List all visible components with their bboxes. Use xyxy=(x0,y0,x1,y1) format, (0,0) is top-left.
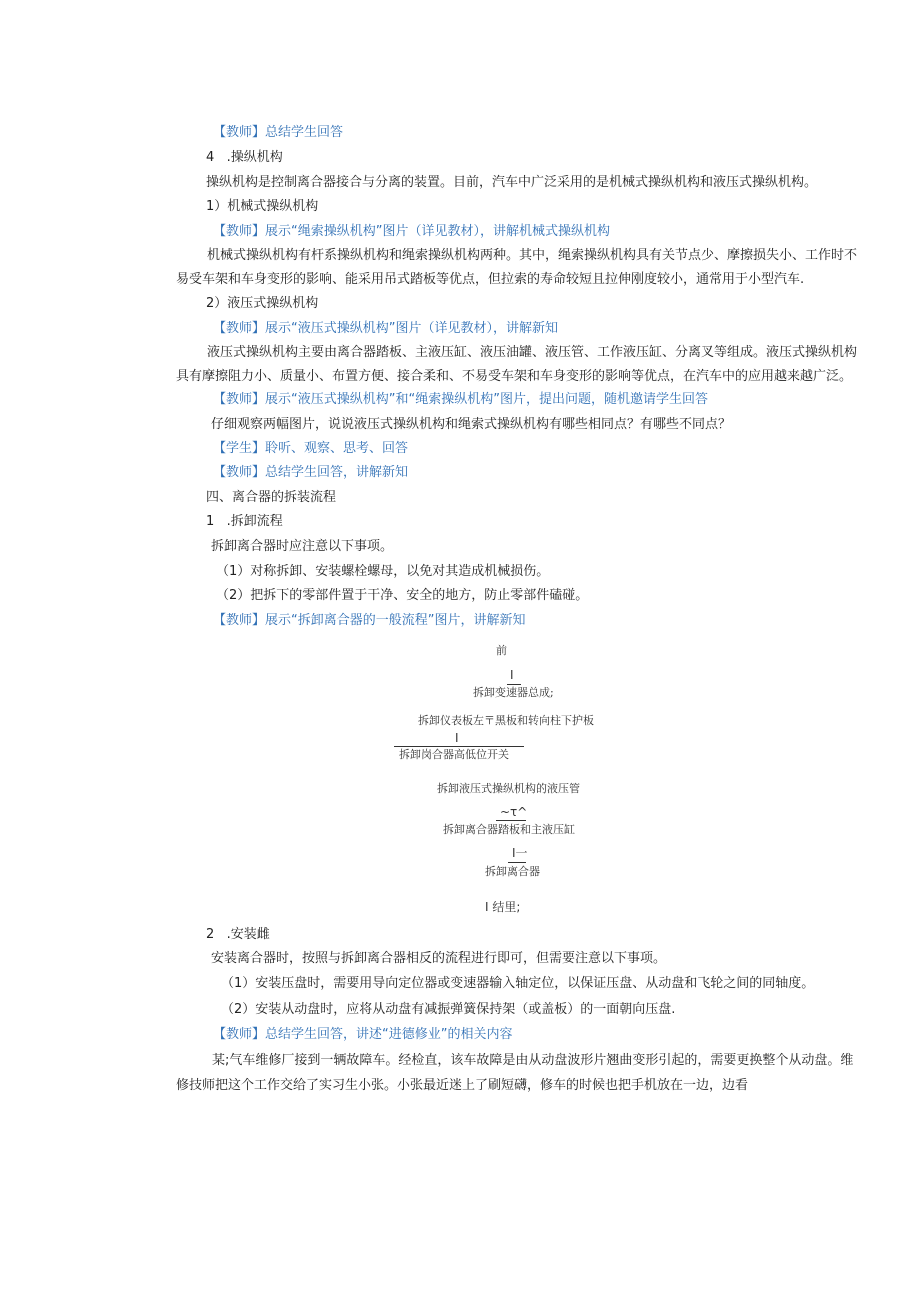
note-item: （2）安装从动盘时，应将从动盘有减振弹簧保持架（或盖板）的一面朝向压盘. xyxy=(221,1002,676,1017)
flow-step: 拆卸岗合器高低位开关 xyxy=(399,748,509,761)
flow-connector-line xyxy=(496,820,526,821)
teacher-summary-line: 【教师】总结学生回答，讲解新知 xyxy=(213,465,409,480)
flow-arrow-symbol: I一 xyxy=(512,846,528,860)
flow-connector-line xyxy=(394,746,524,747)
story-paragraph-line: 某;气车维修厂接到一辆故障车。经检直，该车故障是由从动盘波形片翘曲变形引起的，需要更换整个从动盘。维 xyxy=(212,1053,854,1068)
subsection-heading: 1）机械式操纵机构 xyxy=(206,199,319,214)
student-response-line: 【学生】聆听、观察、思考、回答 xyxy=(213,441,409,456)
paragraph-line: 拆卸离合器时应注意以下事项。 xyxy=(211,539,394,554)
paragraph-line: 机械式操纵机构有杆系操纵机构和绳索操纵机构两种。其中，绳索操纵机构具有关节点少、摩擦损失小、工作时不 xyxy=(207,248,858,263)
flow-arrow-symbol: I xyxy=(510,668,514,682)
section-heading-4: 4 .操纵机构 xyxy=(206,150,283,165)
flow-step: 拆卸变速器总成; xyxy=(473,686,554,699)
section-heading: 四、离合器的拆装流程 xyxy=(206,490,337,505)
subsection-heading: 1 .拆卸流程 xyxy=(206,514,283,529)
flow-connector-line xyxy=(507,684,521,685)
paragraph-line: 具有摩擦阻力小、质量小、布置方便、接合柔和、不易受车架和车身变形的影响等优点，在汽车中的应用越来越广泛。 xyxy=(176,369,853,384)
note-item: （1）安装压盘时，需要用导向定位器或变速器输入轴定位，以保证压盘、从动盘和飞轮之间的同轴度。 xyxy=(221,976,815,991)
teacher-summary-line: 【教师】总结学生回答 xyxy=(213,125,344,140)
paragraph-line: 安装离合器时，按照与拆卸离合器相反的流程进行即可，但需要注意以下事项。 xyxy=(211,951,667,966)
flow-connector-line xyxy=(508,862,526,863)
story-paragraph-line: 修技师把这个工作交给了实习生小张。小张最近迷上了刷短礴，修车的时候也把手机放在一边，边看 xyxy=(176,1078,749,1093)
flow-start-label: 前 xyxy=(496,644,507,657)
teacher-instruction-line: 【教师】展示“绳索操纵机构”图片（详见教材），讲解机械式操纵机构 xyxy=(213,224,610,239)
teacher-instruction-line: 【教师】展示“液压式操纵机构”图片（详见教材），讲解新知 xyxy=(213,321,558,336)
flow-step: 拆卸液压式操纵机构的液压管 xyxy=(437,782,580,795)
flow-arrow-symbol: I xyxy=(455,731,459,745)
flow-step: 拆卸离合器踏板和主液压缸 xyxy=(443,823,575,836)
teacher-instruction-line: 【教师】展示“拆卸离合器的一般流程”图片，讲解新知 xyxy=(213,613,526,628)
note-item: （1）对称拆卸、安装螺栓螺母，以免对其造成机械损伤。 xyxy=(216,564,550,579)
flow-step: 拆卸离合器 xyxy=(485,865,540,878)
flow-step: 拆卸仪表板左〒黑板和转向柱下护板 xyxy=(418,714,594,727)
paragraph-line: 液压式操纵机构主要由离合器踏板、主液压缸、液压油罐、液压管、工作液压缸、分离叉等组成。液压式操纵机构 xyxy=(207,345,858,360)
teacher-instruction-line: 【教师】展示“液压式操纵机构”和“绳索操纵机构”图片，提出问题，随机邀请学生回答 xyxy=(213,392,708,407)
flow-arrow-symbol: ~τ^ xyxy=(500,805,528,819)
paragraph-line: 易受车架和车身变形的影响、能采用吊式踏板等优点，但拉索的寿命较短且拉伸刚度较小，通常用于小型汽车. xyxy=(176,272,805,287)
teacher-instruction-line: 【教师】总结学生回答，讲述“进德修业”的相关内容 xyxy=(213,1027,513,1042)
subsection-heading: 2 .安装雌 xyxy=(206,927,270,942)
paragraph-line: 操纵机构是控制离合器接合与分离的装置。目前，汽车中广泛采用的是机械式操纵机构和液压式操纵机构。 xyxy=(206,175,818,190)
note-item: （2）把拆下的零部件置于干净、安全的地方，防止零部件磕碰。 xyxy=(216,588,589,603)
subsection-heading: 2）液压式操纵机构 xyxy=(206,296,319,311)
flow-end-label: I 结里; xyxy=(485,900,521,914)
question-line: 仔细观察两幅图片，说说液压式操纵机构和绳索式操纵机构有哪些相同点？有哪些不同点？ xyxy=(211,417,732,432)
